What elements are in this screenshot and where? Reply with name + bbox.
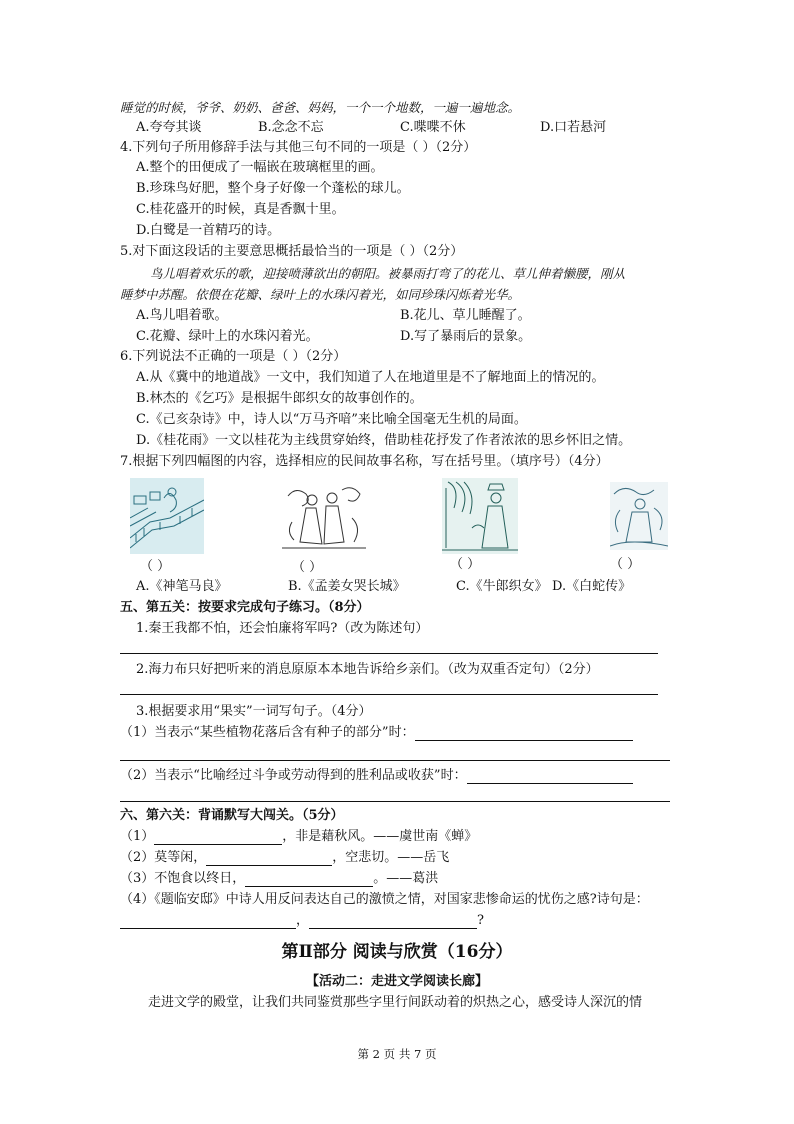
picture-3-bracket: （ ） bbox=[450, 557, 481, 572]
s5-question-1: 1.秦王我都不怕，还会怕廉将军吗?（改为陈述句） bbox=[136, 621, 429, 636]
section-6-title: 六、第六关：背诵默写大闯关。（5分） bbox=[120, 808, 344, 823]
s6-line-2 bbox=[120, 850, 449, 866]
s6-l2-suffix: ，空悲切。——岳飞 bbox=[332, 850, 450, 865]
q6-option-b: B.林杰的《乞巧》是根据牛郎织女的故事创作的。 bbox=[136, 391, 423, 406]
q3-option-a: A.夸夸其谈 bbox=[136, 120, 202, 135]
s6-line-3 bbox=[120, 871, 438, 887]
part-2-title: 第Ⅱ部分 阅读与欣赏（16分） bbox=[281, 942, 513, 962]
s5-q3-part1-text: （1）当表示“某些植物花落后含有种子的部分”时： bbox=[120, 725, 415, 740]
page-footer: 第 2 页 共 7 页 bbox=[357, 1047, 437, 1061]
s5-question-2: 2.海力布只好把听来的消息原原本本地告诉给乡亲们。（改为双重否定句）（2分） bbox=[136, 662, 599, 677]
picture-couple bbox=[282, 482, 366, 552]
s6-l5-blank-1[interactable] bbox=[120, 914, 296, 929]
s6-l5-question-mark: ? bbox=[477, 913, 484, 928]
picture-2-bracket: （ ） bbox=[292, 560, 323, 575]
picture-white-snake bbox=[610, 482, 668, 550]
s6-line-1 bbox=[120, 829, 477, 845]
q3-option-d: D.口若悬河 bbox=[540, 120, 607, 135]
s5-q3-part2-text: （2）当表示“比喻经过斗争或劳动得到的胜利品或收获”时： bbox=[120, 768, 467, 783]
s5-q3-part2-blank[interactable] bbox=[467, 769, 633, 784]
s6-l1-blank[interactable] bbox=[154, 830, 282, 845]
q4-option-a: A.整个的田便成了一幅嵌在玻璃框里的画。 bbox=[136, 160, 384, 175]
picture-great-wall bbox=[130, 478, 204, 554]
q5-option-b: B.花儿、草儿睡醒了。 bbox=[400, 308, 531, 323]
q3-option-c: C.喋喋不休 bbox=[400, 120, 466, 135]
s6-l2-prefix: （2）莫等闲， bbox=[120, 850, 207, 865]
s6-l3-blank[interactable] bbox=[245, 872, 373, 887]
q5-option-a: A.鸟儿唱着歌。 bbox=[136, 308, 228, 323]
q7-option-d: D.《白蛇传》 bbox=[552, 579, 632, 594]
q6-option-d: D.《桂花雨》一文以桂花为主线贯穿始终，借助桂花抒发了作者浓浓的思乡怀旧之情。 bbox=[136, 433, 632, 448]
q4-option-c: C.桂花盛开的时候，真是香飘十里。 bbox=[136, 202, 345, 217]
s6-line-5 bbox=[120, 913, 484, 929]
s6-l5-comma: ， bbox=[296, 913, 310, 928]
s5-q1-answer-line[interactable] bbox=[120, 653, 658, 654]
part-2-intro: 走进文学的殿堂，让我们共同鉴赏那些字里行间跃动着的炽热之心，感受诗人深沉的情 bbox=[148, 995, 643, 1010]
s6-line-4: （4）《题临安邸》中诗人用反问表达自己的激愤之情，对国家悲惨命运的忧伤之感?诗句是： bbox=[120, 892, 649, 907]
q5-passage-line1: 鸟儿唱着欢乐的歌，迎接喷薄欲出的朝阳。被暴雨打弯了的花儿、草儿伸着懒腰，刚从 bbox=[150, 266, 626, 281]
q6-option-c: C.《己亥杂诗》中，诗人以“万马齐喑”来比喻全国毫无生机的局面。 bbox=[136, 412, 527, 427]
q4-option-d: D.白鹭是一首精巧的诗。 bbox=[136, 223, 281, 238]
s5-q3-part1-blank[interactable] bbox=[415, 726, 633, 741]
s5-q3-part2-answer-line[interactable] bbox=[120, 801, 670, 802]
q3-option-b: B.念念不忘 bbox=[258, 120, 324, 135]
q5-option-d: D.写了暴雨后的景象。 bbox=[400, 329, 532, 344]
s5-q3-part1-answer-line[interactable] bbox=[120, 760, 670, 761]
s5-question-3: 3.根据要求用“果实”一词写句子。（4分） bbox=[136, 704, 372, 719]
q6-option-a: A.从《冀中的地道战》一文中，我们知道了人在地道里是不了解地面上的情况的。 bbox=[136, 370, 605, 385]
q7-option-a: A.《神笔马良》 bbox=[136, 579, 228, 594]
picture-1-bracket: （ ） bbox=[140, 559, 171, 574]
s6-l3-suffix: 。——葛洪 bbox=[373, 871, 439, 886]
q5-stem: 5.对下面这段话的主要意思概括最恰当的一项是（ ）（2分） bbox=[120, 244, 464, 259]
q7-stem: 7.根据下列四幅图的内容，选择相应的民间故事名称，写在括号里。（填序号）（4分） bbox=[120, 454, 609, 469]
q7-option-b: B.《孟姜女哭长城》 bbox=[288, 579, 406, 594]
q4-option-b: B.珍珠鸟好肥，整个身子好像一个蓬松的球儿。 bbox=[136, 181, 410, 196]
picture-4-bracket: （ ） bbox=[610, 557, 641, 572]
s5-q3-part2-prompt bbox=[120, 768, 633, 784]
q6-stem: 6.下列说法不正确的一项是（ ）（2分） bbox=[120, 349, 347, 364]
s6-l1-suffix: ，非是藉秋风。——虞世南《蝉》 bbox=[282, 829, 478, 844]
section-5-title: 五、第五关：按要求完成句子练习。（8分） bbox=[120, 600, 370, 615]
s5-q3-part1-prompt bbox=[120, 725, 633, 741]
s6-l5-blank-2[interactable] bbox=[309, 914, 477, 929]
q4-stem: 4.下列句子所用修辞手法与其他三句不同的一项是（ ）（2分） bbox=[120, 140, 477, 155]
q3-passage-end: 睡觉的时候，爷爷、奶奶、爸爸、妈妈，一个一个地数，一遍一遍地念。 bbox=[120, 100, 521, 115]
activity-2-heading: 【活动二：走进文学阅读长廊】 bbox=[305, 974, 488, 989]
s6-l1-prefix: （1） bbox=[120, 829, 155, 844]
q5-passage-line2: 睡梦中苏醒。依偎在花瓣、绿叶上的水珠闪着光，如同珍珠闪烁着光华。 bbox=[120, 287, 521, 302]
s6-l2-blank[interactable] bbox=[206, 851, 332, 866]
q7-option-c: C.《牛郎织女》 bbox=[456, 579, 548, 594]
s5-q2-answer-line[interactable] bbox=[120, 694, 658, 695]
s6-l3-prefix: （3）不饱食以终日， bbox=[120, 871, 246, 886]
picture-willow-woman bbox=[442, 478, 518, 554]
q5-option-c: C.花瓣、绿叶上的水珠闪着光。 bbox=[136, 329, 319, 344]
